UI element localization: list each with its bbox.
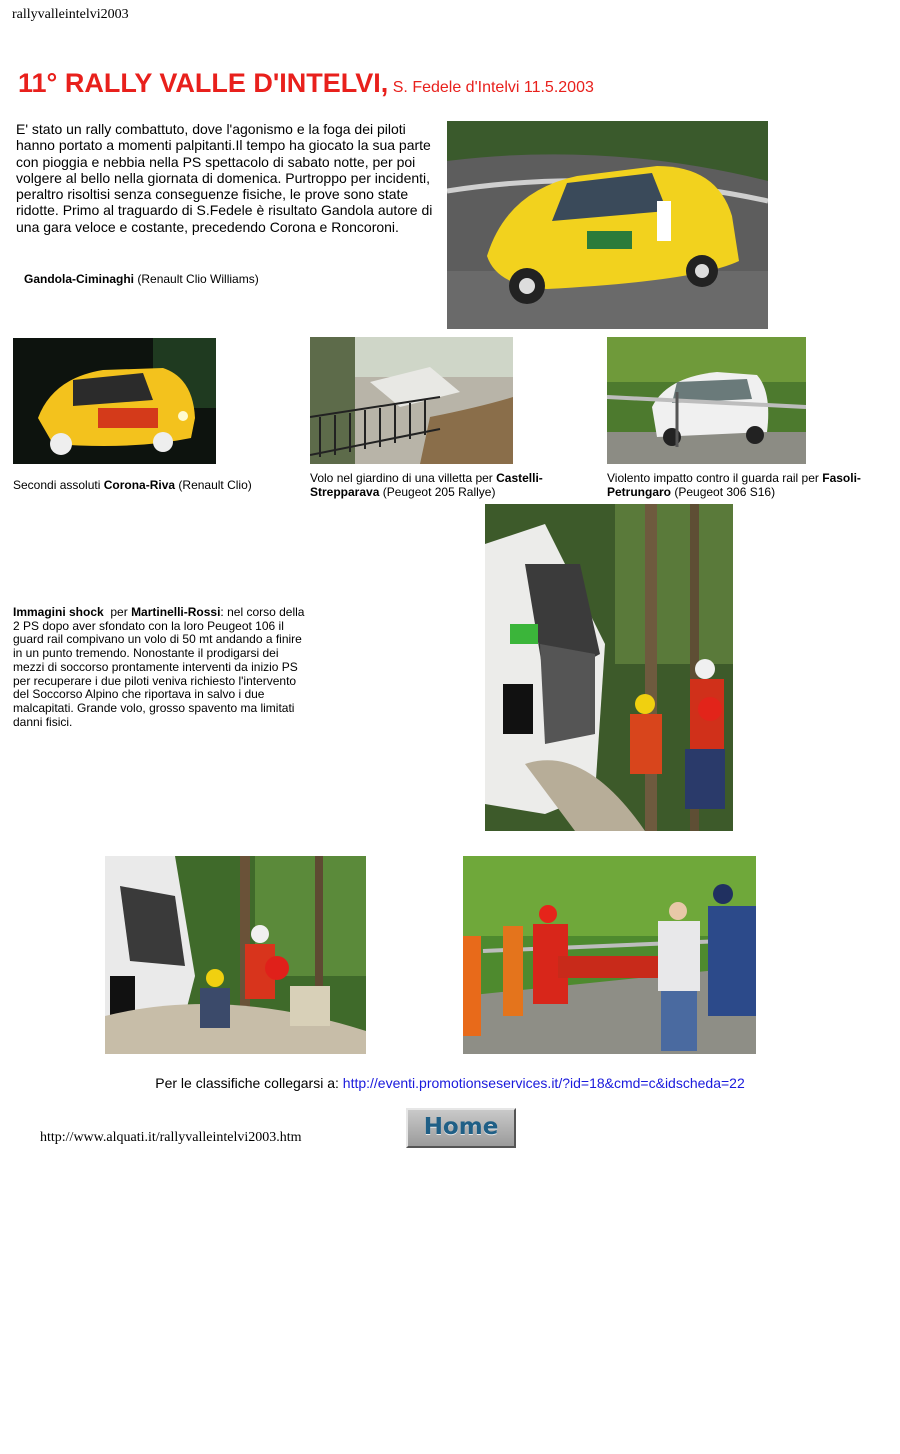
photo-castelli-garden — [310, 337, 513, 464]
caption-corona-name: Corona-Riva — [103, 478, 176, 492]
caption-gandola-car: (Renault Clio Williams) — [137, 272, 259, 286]
caption-fasoli — [607, 471, 887, 499]
caption-fasoli-pre: Violento impatto contro il guarda rail per — [607, 471, 823, 485]
caption-fasoli-name: Fasoli-Petrungaro — [607, 471, 861, 499]
caption-castelli — [310, 471, 570, 499]
photo-martinelli-crash — [485, 504, 733, 831]
title-sub: S. Fedele d'Intelvi 11.5.2003 — [392, 79, 594, 96]
photo-gandola-clio — [447, 121, 768, 329]
classifiche-label: Per le classifiche collegarsi a: — [155, 1075, 343, 1091]
photo-rescue-2 — [463, 856, 756, 1054]
caption-gandola-name: Gandola-Ciminaghi — [24, 272, 135, 286]
photo-corona-clio — [13, 338, 216, 464]
classifiche-line — [0, 1075, 900, 1091]
page-title — [18, 68, 594, 99]
caption-martinelli-t2: : nel corso della 2 PS dopo aver sfondato con la loro Peugeot 106 il guard rail compivano un volo di 50 mt andando a finire in un punto tremendo. Nonostante il prodigarsi dei mezzi di soccorso prontamente interventi da inizio PS per recuperare i due piloti veniva richiesto l'intervento del Soccorso Alpino che riportava in salvo i due malcapitati. Grande volo, grosso spavento ma limitati danni fisici. — [13, 605, 305, 729]
caption-corona-pre: Secondi assoluti — [13, 478, 104, 492]
caption-corona — [13, 478, 252, 492]
caption-martinelli-b2: Martinelli-Rossi — [131, 605, 221, 619]
caption-castelli-car: (Peugeot 205 Rallye) — [379, 485, 496, 499]
caption-fasoli-car: (Peugeot 306 S16) — [671, 485, 776, 499]
caption-corona-car: (Renault Clio) — [175, 478, 252, 492]
title-main: 11° RALLY VALLE D'INTELVI, — [18, 68, 389, 98]
photo-fasoli-guardrail — [607, 337, 806, 464]
caption-martinelli-t1: per — [103, 605, 132, 619]
caption-castelli-name: Castelli-Strepparava — [310, 471, 543, 499]
page-filename: rallyvalleintelvi2003 — [12, 7, 129, 22]
intro-paragraph: E' stato un rally combattuto, dove l'agonismo e la foga dei piloti hanno portato a momenti palpitanti.Il tempo ha giocato la sua parte con pioggia e nebbia nella PS spettacolo di sabato notte, per poi volgere al bello nella giornata di domenica. Purtroppo per incidenti, peraltro risoltisi senza conseguenze fisiche, le prove sono state ridotte. Primo al traguardo di S.Fedele è risultato Gandola autore di una gara veloce e costante, precedendo Corona e Roncoroni. — [16, 121, 433, 235]
caption-castelli-pre: Volo nel giardino di una villetta per — [310, 471, 497, 485]
photo-rescue-1 — [105, 856, 366, 1054]
classifiche-link[interactable]: http://eventi.promotionseservices.it/?id=18&cmd=c&idscheda=22 — [342, 1075, 745, 1091]
caption-martinelli — [13, 606, 305, 729]
footer-url: http://www.alquati.it/rallyvalleintelvi2003.htm — [40, 1130, 302, 1145]
caption-gandola — [24, 272, 259, 286]
caption-martinelli-b1: Immagini shock — [13, 605, 104, 619]
home-button[interactable]: Home — [406, 1108, 516, 1148]
